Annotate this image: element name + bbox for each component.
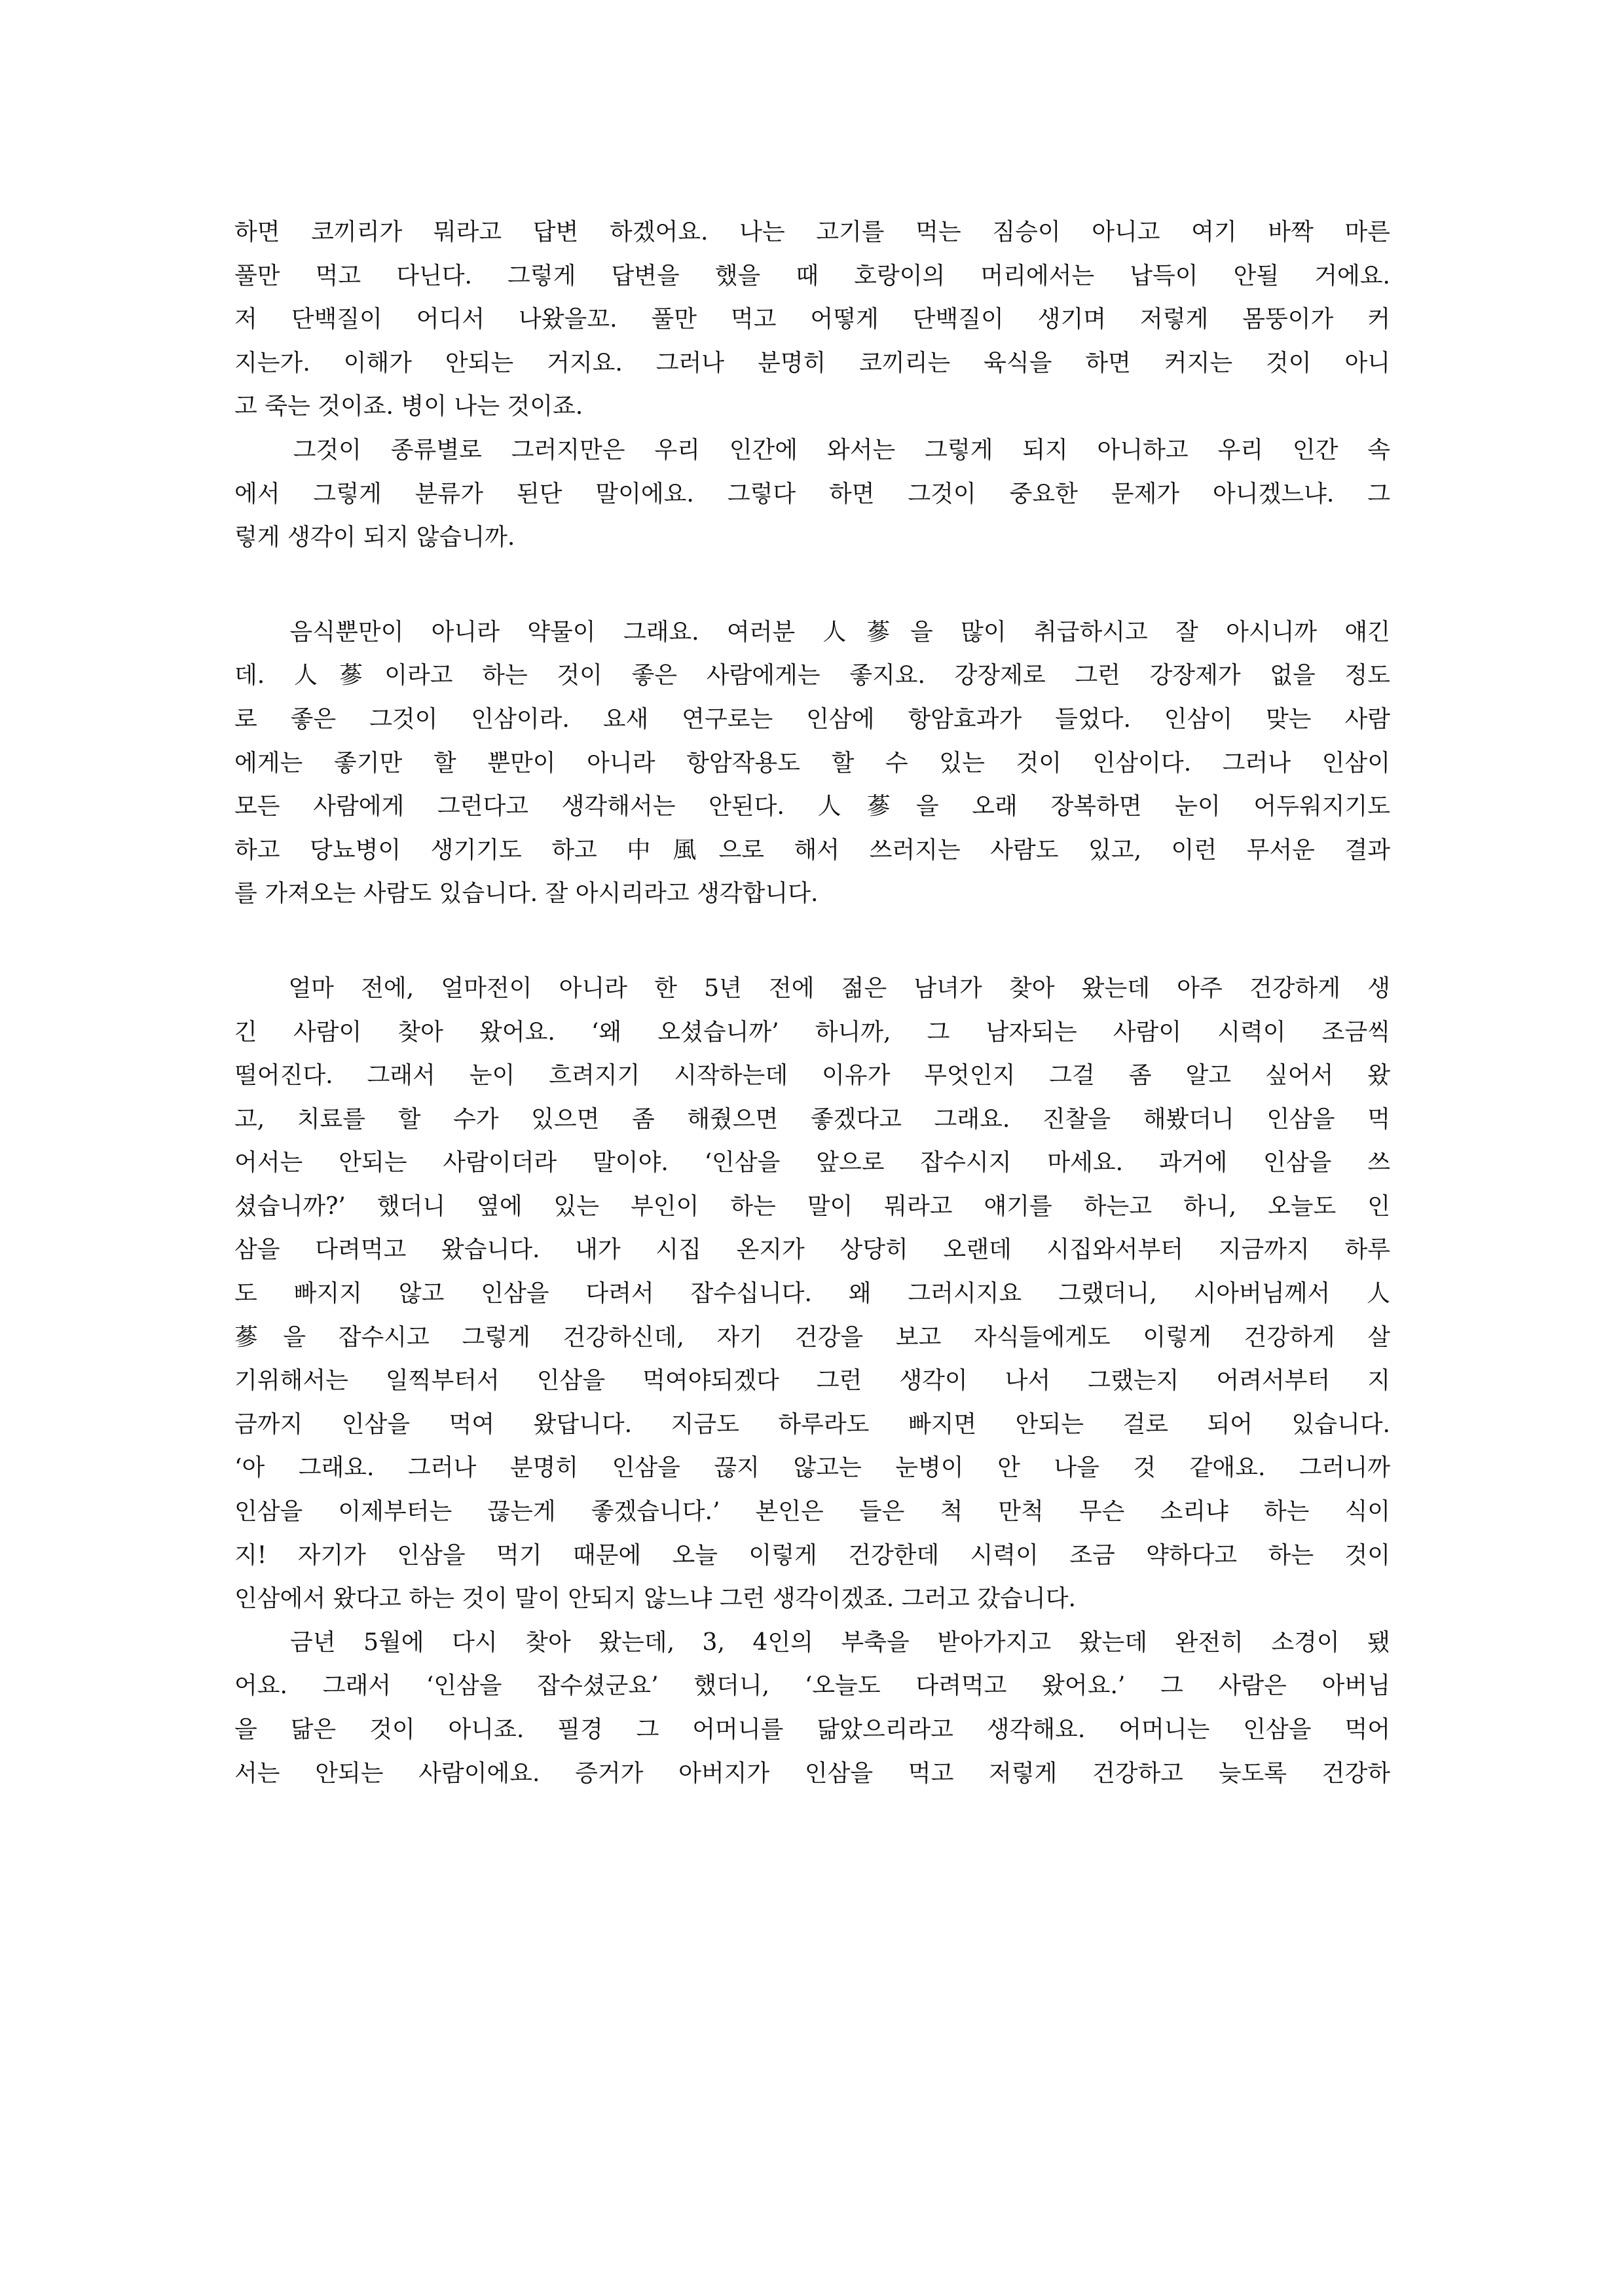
- paragraph: [234, 611, 1390, 916]
- paragraph-spacer: [234, 916, 1390, 967]
- text-line: 모든 사람에게 그런다고 생각해서는 안된다. 人蔘을 오래 장복하면 눈이 어두워지기도: [234, 793, 1390, 820]
- text-line: 인삼을 이제부터는 끊는게 좋겠습니다.’ 본인은 들은 척 만척 무슨 소리냐 하는 식이: [234, 1498, 1390, 1526]
- paragraph: [234, 967, 1390, 1621]
- text-line: 고, 치료를 할 수가 있으면 좀 해줬으면 좋겠다고 그래요. 진찰을 해봤더니 인삼을 먹: [234, 1105, 1390, 1133]
- text-line: 도 빠지지 않고 인삼을 다려서 잡수십니다. 왜 그러시지요 그랬더니, 시아버님께서 人: [234, 1280, 1390, 1308]
- text-line: 로 좋은 그것이 인삼이라. 요새 연구로는 인삼에 항암효과가 들었다. 인삼이 맞는 사람: [234, 705, 1390, 733]
- text-line: 렇게 생각이 되지 않습니까.: [234, 524, 515, 551]
- document-body: [234, 211, 1390, 1795]
- text-line: 얼마 전에, 얼마전이 아니라 한 5년 전에 젊은 남녀가 찾아 왔는데 아주 건강하게 생: [234, 974, 1390, 1002]
- text-line: 기위해서는 일찍부터서 인삼을 먹여야되겠다 그런 생각이 나서 그랬는지 어려서부터 지: [234, 1367, 1390, 1395]
- text-line: 음식뿐만이 아니라 약물이 그래요. 여러분 人蔘을 많이 취급하시고 잘 아시니까 얘긴: [234, 618, 1390, 646]
- text-line: 데. 人蔘이라고 하는 것이 좋은 사람에게는 좋지요. 강장제로 그런 강장제가 없을 정도: [234, 662, 1390, 689]
- text-line: 하면 코끼리가 뭐라고 답변 하겠어요. 나는 고기를 먹는 짐승이 아니고 여기 바짝 마른: [234, 219, 1390, 246]
- text-line: 고 죽는 것이죠. 병이 나는 것이죠.: [234, 393, 583, 420]
- text-line: 긴 사람이 찾아 왔어요. ‘왜 오셨습니까’ 하니까, 그 남자되는 사람이 시력이 조금씩: [234, 1018, 1390, 1046]
- text-line: 어요. 그래서 ‘인삼을 잡수셨군요’ 했더니, ‘오늘도 다려먹고 왔어요.’ 그 사람은 아버님: [234, 1672, 1390, 1700]
- text-line: 인삼에서 왔다고 하는 것이 말이 안되지 않느냐 그런 생각이겠죠. 그러고 갔습니다.: [234, 1585, 1076, 1613]
- text-line: 풀만 먹고 다닌다. 그렇게 답변을 했을 때 호랑이의 머리에서는 납득이 안될 거에요.: [234, 262, 1390, 289]
- text-line: 지! 자기가 인삼을 먹기 때문에 오늘 이렇게 건강한데 시력이 조금 약하다고 하는 것이: [234, 1541, 1390, 1569]
- text-line: ‘아 그래요. 그러나 분명히 인삼을 끊지 않고는 눈병이 안 나을 것 같애요. 그러니까: [234, 1454, 1390, 1482]
- paragraph: [234, 429, 1390, 560]
- text-line: 를 가져오는 사람도 있습니다. 잘 아시리라고 생각합니다.: [234, 880, 819, 908]
- text-line: 삼을 다려먹고 왔습니다. 내가 시집 온지가 상당히 오랜데 시집와서부터 지금까지 하루: [234, 1236, 1390, 1264]
- text-line: 을 닮은 것이 아니죠. 필경 그 어머니를 닮았으리라고 생각해요. 어머니는 인삼을 먹어: [234, 1716, 1390, 1743]
- text-line: 어서는 안되는 사람이더라 말이야. ‘인삼을 앞으로 잡수시지 마세요. 과거에 인삼을 쓰: [234, 1149, 1390, 1177]
- text-line: 蔘을 잡수시고 그렇게 건강하신데, 자기 건강을 보고 자식들에게도 이렇게 건강하게 살: [234, 1323, 1390, 1351]
- text-line: 에서 그렇게 분류가 된단 말이에요. 그렇다 하면 그것이 중요한 문제가 아니겠느냐. 그: [234, 480, 1390, 507]
- text-line: 셨습니까?’ 했더니 옆에 있는 부인이 하는 말이 뭐라고 얘기를 하는고 하니, 오늘도 인: [234, 1192, 1390, 1220]
- text-line: 지는가. 이해가 안되는 거지요. 그러나 분명히 코끼리는 육식을 하면 커지는 것이 아니: [234, 349, 1390, 376]
- text-line: 저 단백질이 어디서 나왔을꼬. 풀만 먹고 어떻게 단백질이 생기며 저렇게 몸뚱이가 커: [234, 306, 1390, 333]
- text-line: 하고 당뇨병이 생기기도 하고 中風으로 해서 쓰러지는 사람도 있고, 이런 무서운 결과: [234, 836, 1390, 864]
- paragraph: [234, 1621, 1390, 1795]
- text-line: 에게는 좋기만 할 뿐만이 아니라 항암작용도 할 수 있는 것이 인삼이다. 그러나 인삼이: [234, 749, 1390, 777]
- text-line: 그것이 종류별로 그러지만은 우리 인간에 와서는 그렇게 되지 아니하고 우리 인간 속: [234, 436, 1390, 464]
- text-line: 금까지 인삼을 먹여 왔답니다. 지금도 하루라도 빠지면 안되는 걸로 되어 있습니다.: [234, 1410, 1390, 1438]
- text-line: 떨어진다. 그래서 눈이 흐려지기 시작하는데 이유가 무엇인지 그걸 좀 알고 싶어서 왔: [234, 1062, 1390, 1090]
- text-line: 서는 안되는 사람이에요. 증거가 아버지가 인삼을 먹고 저렇게 건강하고 늦도록 건강하: [234, 1759, 1390, 1787]
- paragraph: [234, 211, 1390, 429]
- text-line: 금년 5월에 다시 찾아 왔는데, 3, 4인의 부축을 받아가지고 왔는데 완전히 소경이 됐: [234, 1628, 1390, 1656]
- paragraph-spacer: [234, 560, 1390, 611]
